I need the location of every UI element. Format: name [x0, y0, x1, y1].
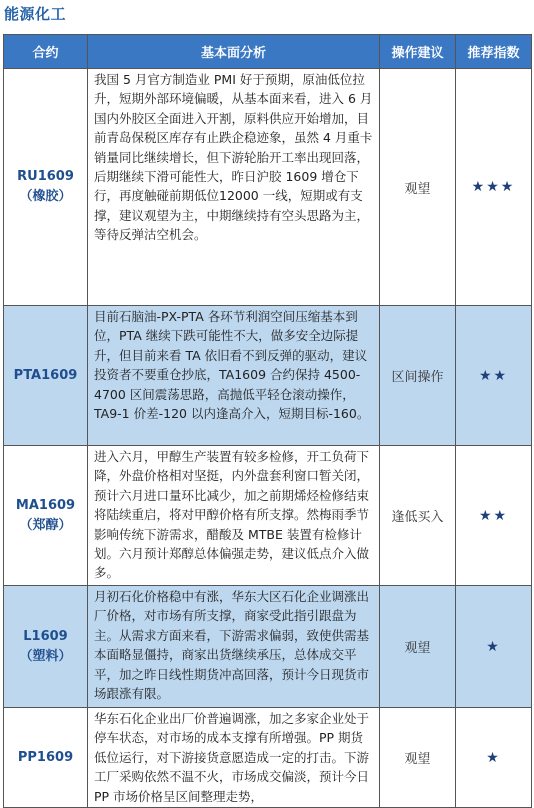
contract-code: L1609 — [23, 628, 68, 644]
header-advice: 操作建议 — [380, 35, 456, 69]
contract-product: （橡胶） — [19, 189, 72, 204]
header-contract: 合约 — [4, 35, 88, 69]
table-row — [4, 69, 532, 306]
rating-stars: ★ — [456, 586, 532, 708]
analysis-cell: 我国 5 月官方制造业 PMI 好于预期，原油低位拉升，短期外部环境偏暖，从基本面来看，进入 6 月国内外胶区全面进入开割，原料供应开始增加，目前青岛保税区库存有止跌企稳迹象，虽然 4 月重卡销量同比继续增长，但下游轮胎开工率出现回落，后期继续下滑可能性大，昨日沪胶 1609 增仓下行，再度触碰前期低位12000 一线，短期或有支撑，建议观望为主，中期继续持有空头思路为主，等待反弹沽空机会。 — [88, 69, 380, 306]
advice-cell: 区间操作 — [380, 306, 456, 446]
advice-cell: 观望 — [380, 708, 456, 808]
contract-code: PTA1609 — [13, 367, 78, 383]
contract-cell — [4, 306, 88, 446]
table-row — [4, 306, 532, 446]
contract-product: （塑料） — [19, 648, 72, 664]
recommendation-table — [3, 34, 532, 808]
contract-cell — [4, 708, 88, 808]
contract-code: MA1609 — [15, 497, 76, 513]
section-title: 能源化工 — [4, 5, 67, 23]
analysis-cell: 目前石脑油-PX-PTA 各环节利润空间压缩基本到位，PTA 继续下跌可能性不大，做多安全边际提升，但目前来看 TA 依旧看不到反弹的驱动，建议投资者不要重仓抄底，TA1609 合约保持 4500-4700 区间震荡思路，高抛低平轻仓滚动操作，TA9-1 价差-120 以内逢高介入，短期目标-160。 — [88, 306, 380, 446]
table-row — [4, 586, 532, 708]
header-analysis: 基本面分析 — [88, 35, 380, 69]
advice-cell: 观望 — [380, 69, 456, 306]
header-rating: 推荐指数 — [456, 35, 532, 69]
rating-stars: ★★ — [456, 446, 532, 586]
analysis-cell: 华东石化企业出厂价普遍调涨，加之多家企业处于停车状态，对市场的成本支撑有所增强。PP 期货低位运行，对下游接货意愿造成一定的打击。下游工厂采购依然不温不火，市场成交偏淡，预计今日 PP 市场价格呈区间整理走势， — [88, 708, 380, 808]
contract-code: PP1609 — [17, 749, 74, 765]
contract-cell — [4, 586, 88, 708]
rating-stars: ★★★ — [456, 69, 532, 306]
table-header-row — [4, 35, 532, 69]
table-row — [4, 708, 532, 808]
contract-cell — [4, 69, 88, 306]
advice-cell: 观望 — [380, 586, 456, 708]
table-row — [4, 446, 532, 586]
rating-stars: ★ — [456, 708, 532, 808]
analysis-cell: 月初石化价格稳中有涨，华东大区石化企业调涨出厂价格，对市场有所支撑，商家受此指引跟盘为主。从需求方面来看，下游需求偏弱，致使供需基本面略显僵持，商家出货继续承压，总体成交平平，加之昨日线性期货冲高回落，预计今日现货市场跟涨有限。 — [88, 586, 380, 708]
advice-cell: 逢低买入 — [380, 446, 456, 586]
contract-cell — [4, 446, 88, 586]
contract-code: RU1609 — [17, 169, 74, 184]
contract-product: （郑醇） — [19, 517, 72, 533]
rating-stars: ★★ — [456, 306, 532, 446]
analysis-cell: 进入六月，甲醇生产装置有较多检修，开工负荷下降，外盘价格相对坚挺，内外盘套利窗口暂关闭，预计六月进口量环比减少，加之前期烯烃检修结束将陆续重启，将对甲醇价格有所支撑。然梅雨季节影响传统下游需求，醋酸及 MTBE 装置有检修计划。六月预计郑醇总体偏强走势，建议低点介入做多。 — [88, 446, 380, 586]
